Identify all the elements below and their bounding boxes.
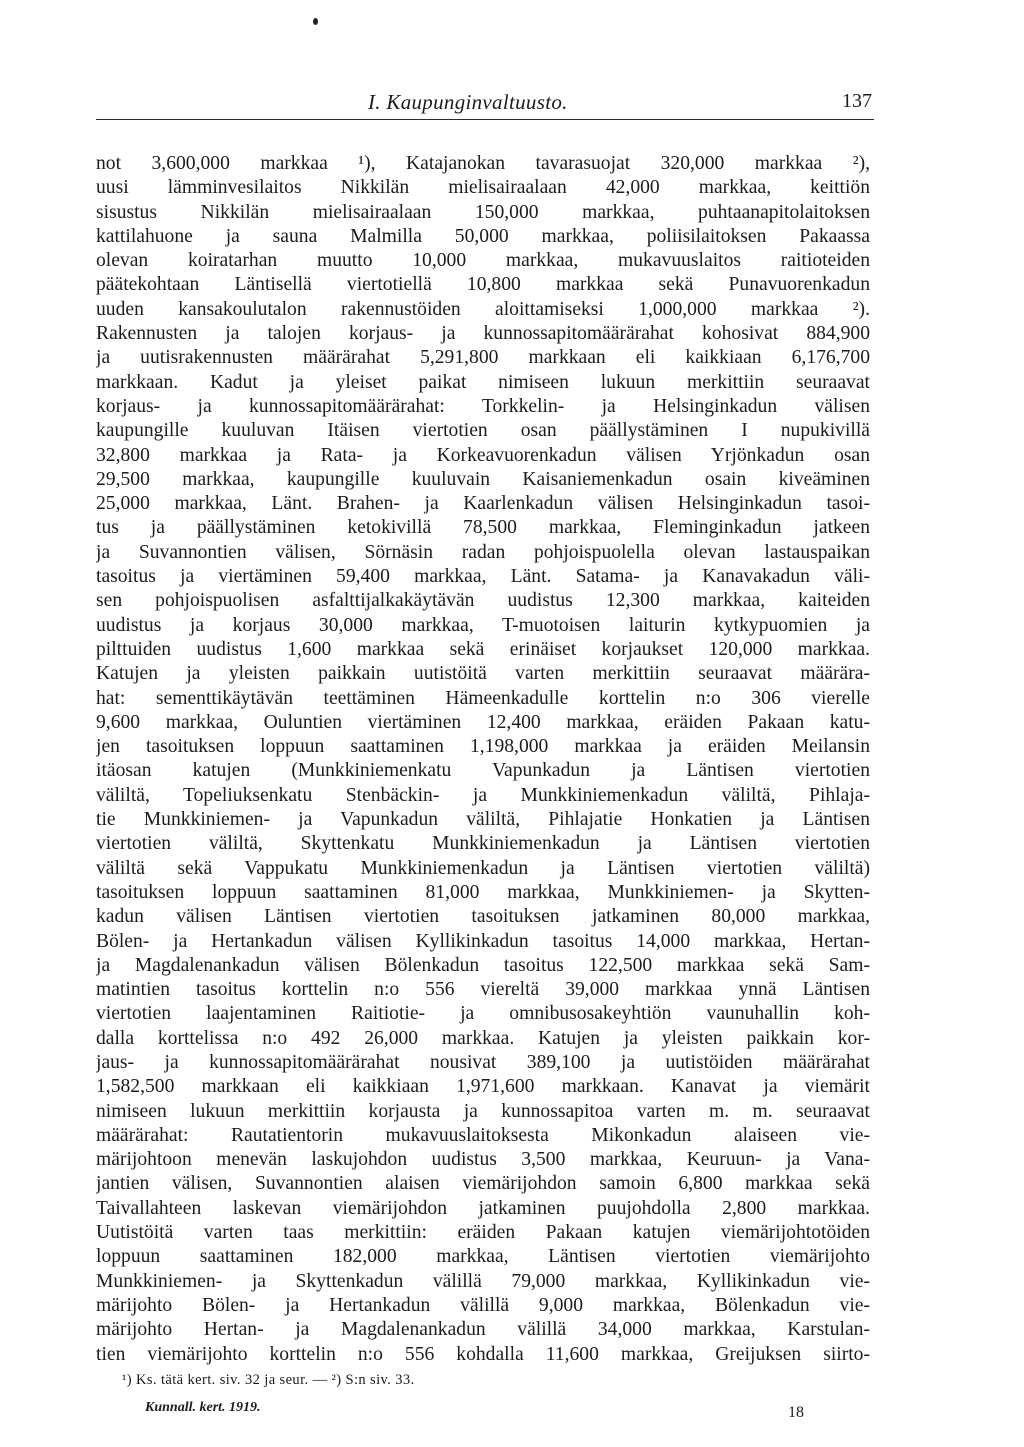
body-line: kaupungille kuuluvan Itäisen viertotien osan päällystäminen I nupukivillä — [96, 420, 870, 442]
body-line: päätekohtaan Läntisellä viertotiellä 10,800 markkaa sekä Punavuorenkadun — [96, 274, 870, 296]
footnote: ¹) Ks. tätä kert. siv. 32 ja seur. — ²) S:n siv. 33. — [122, 1372, 415, 1388]
body-line: 1,582,500 markkaan eli kaikkiaan 1,971,600 markkaan. Kanavat ja viemärit — [96, 1076, 870, 1098]
body-line: nimiseen lukuun merkittiin korjausta ja kunnossapitoa varten m. m. seuraavat — [96, 1100, 870, 1122]
body-line: sen pohjoispuolisen asfalttijalkakäytävän uudistus 12,300 markkaa, kaiteiden — [96, 590, 870, 612]
body-line: kadun välisen Läntisen viertotien tasoituksen jatkaminen 80,000 markkaa, — [96, 906, 870, 928]
body-line: väliltä, Topeliuksenkatu Stenbäckin- ja Munkkiniemenkadun väliltä, Pihlaja- — [96, 784, 870, 806]
body-line: Rakennusten ja talojen korjaus- ja kunnossapitomäärärahat kohosivat 884,900 — [96, 323, 870, 345]
publication-label: Kunnall. kert. 1919. — [145, 1400, 261, 1415]
body-line: kattilahuone ja sauna Malmilla 50,000 markkaa, poliisilaitoksen Pakaassa — [96, 225, 870, 247]
body-line: matintien tasoitus korttelin n:o 556 viereltä 39,000 markkaa ynnä Läntisen — [96, 979, 870, 1001]
signature-mark: 18 — [788, 1404, 804, 1421]
body-line: uuden kansakoulutalon rakennustöiden aloittamiseksi 1,000,000 markkaa ²). — [96, 298, 870, 320]
body-line: jantien välisen, Suvannontien alaisen viemärijohdon samoin 6,800 markkaa sekä — [96, 1173, 870, 1195]
body-line: jaus- ja kunnossapitomäärärahat nousivat 389,100 ja uutistöiden määrärahat — [96, 1051, 870, 1073]
body-line: tasoituksen loppuun saattaminen 81,000 markkaa, Munkkiniemen- ja Skytten- — [96, 881, 870, 903]
body-line: 29,500 markkaa, kaupungille kuuluvain Kaisaniemenkadun osain kiveäminen — [96, 468, 870, 490]
body-text — [96, 152, 870, 1367]
body-line: tie Munkkiniemen- ja Vapunkadun väliltä, Pihlajatie Honkatien ja Läntisen — [96, 809, 870, 831]
body-line: märijohto Hertan- ja Magdalenankadun välillä 34,000 markkaa, Karstulan- — [96, 1319, 870, 1341]
running-header — [96, 84, 872, 118]
body-line: Taivallahteen laskevan viemärijohdon jatkaminen puujohdolla 2,800 markkaa. — [96, 1197, 870, 1219]
page-number: 137 — [842, 90, 872, 112]
body-line: markkaan. Kadut ja yleiset paikat nimiseen lukuun merkittiin seuraavat — [96, 371, 870, 393]
body-line: pilttuiden uudistus 1,600 markkaa sekä erinäiset korjaukset 120,000 markkaa. — [96, 638, 870, 660]
body-line: Munkkiniemen- ja Skyttenkadun välillä 79,000 markkaa, Kyllikinkadun vie- — [96, 1270, 870, 1292]
header-rule — [96, 119, 874, 120]
body-line: jen tasoituksen loppuun saattaminen 1,198,000 markkaa ja eräiden Meilansin — [96, 736, 870, 758]
body-line: märijohto Bölen- ja Hertankadun välillä 9,000 markkaa, Bölenkadun vie- — [96, 1294, 870, 1316]
body-line: Uutistöitä varten taas merkittiin: eräiden Pakaan katujen viemärijohtotöiden — [96, 1222, 870, 1244]
body-line: uusi lämminvesilaitos Nikkilän mielisairaalaan 42,000 markkaa, keittiön — [96, 177, 870, 199]
body-line: 25,000 markkaa, Länt. Brahen- ja Kaarlenkadun välisen Helsinginkadun tasoi- — [96, 493, 870, 515]
body-line: Katujen ja yleisten paikkain uutistöitä varten merkittiin seuraavat määrära- — [96, 663, 870, 685]
body-line: not 3,600,000 markkaa ¹), Katajanokan tavarasuojat 320,000 markkaa ²), — [96, 153, 870, 174]
body-line: hat: sementtikäytävän teettäminen Hämeenkadulle korttelin n:o 306 vierelle — [96, 687, 870, 709]
body-line: tasoitus ja viertäminen 59,400 markkaa, Länt. Satama- ja Kanavakadun väli- — [96, 566, 870, 588]
body-line: ja uutisrakennusten määrärahat 5,291,800 markkaan eli kaikkiaan 6,176,700 — [96, 347, 870, 369]
body-line: uudistus ja korjaus 30,000 markkaa, T-muotoisen laiturin kytkypuomien ja — [96, 614, 870, 636]
body-line: Bölen- ja Hertankadun välisen Kyllikinkadun tasoitus 14,000 markkaa, Hertan- — [96, 930, 870, 952]
body-line: ja Suvannontien välisen, Sörnäsin radan pohjoispuolella olevan lastauspaikan — [96, 541, 870, 563]
body-line: viertotien väliltä, Skyttenkatu Munkkiniemenkadun ja Läntisen viertotien — [96, 833, 870, 855]
body-line: märijohtoon menevän laskujohdon uudistus 3,500 markkaa, Keuruun- ja Vana- — [96, 1149, 870, 1171]
body-line: ja Magdalenankadun välisen Bölenkadun tasoitus 122,500 markkaa sekä Sam- — [96, 954, 870, 976]
body-line: tien viemärijohto korttelin n:o 556 kohdalla 11,600 markkaa, Greijuksen siirto- — [96, 1343, 870, 1365]
body-line: itäosan katujen (Munkkiniemenkatu Vapunkadun ja Läntisen viertotien — [96, 760, 870, 782]
body-line: 32,800 markkaa ja Rata- ja Korkeavuorenkadun välisen Yrjönkadun osan — [96, 444, 870, 466]
section-title: I. Kaupunginvaltuusto. — [368, 90, 568, 114]
body-line: korjaus- ja kunnossapitomäärärahat: Torkkelin- ja Helsinginkadun välisen — [96, 395, 870, 417]
body-line: olevan koiratarhan muutto 10,000 markkaa, mukavuuslaitos raitioteiden — [96, 250, 870, 272]
body-line: tus ja päällystäminen ketokivillä 78,500 markkaa, Fleminginkadun jatkeen — [96, 517, 870, 539]
body-line: määrärahat: Rautatientorin mukavuuslaitoksesta Mikonkadun alaiseen vie- — [96, 1124, 870, 1146]
body-line: väliltä sekä Vappukatu Munkkiniemenkadun ja Läntisen viertotien väliltä) — [96, 857, 870, 879]
body-line: sisustus Nikkilän mielisairaalaan 150,000 markkaa, puhtaanapitolaitoksen — [96, 201, 870, 223]
ink-speck — [313, 18, 318, 25]
body-line: loppuun saattaminen 182,000 markkaa, Läntisen viertotien viemärijohto — [96, 1246, 870, 1268]
body-line: 9,600 markkaa, Ouluntien viertäminen 12,400 markkaa, eräiden Pakaan katu- — [96, 711, 870, 733]
body-line: dalla korttelissa n:o 492 26,000 markkaa. Katujen ja yleisten paikkain kor- — [96, 1027, 870, 1049]
body-line: viertotien laajentaminen Raitiotie- ja omnibusosakeyhtiön vaunuhallin koh- — [96, 1003, 870, 1025]
